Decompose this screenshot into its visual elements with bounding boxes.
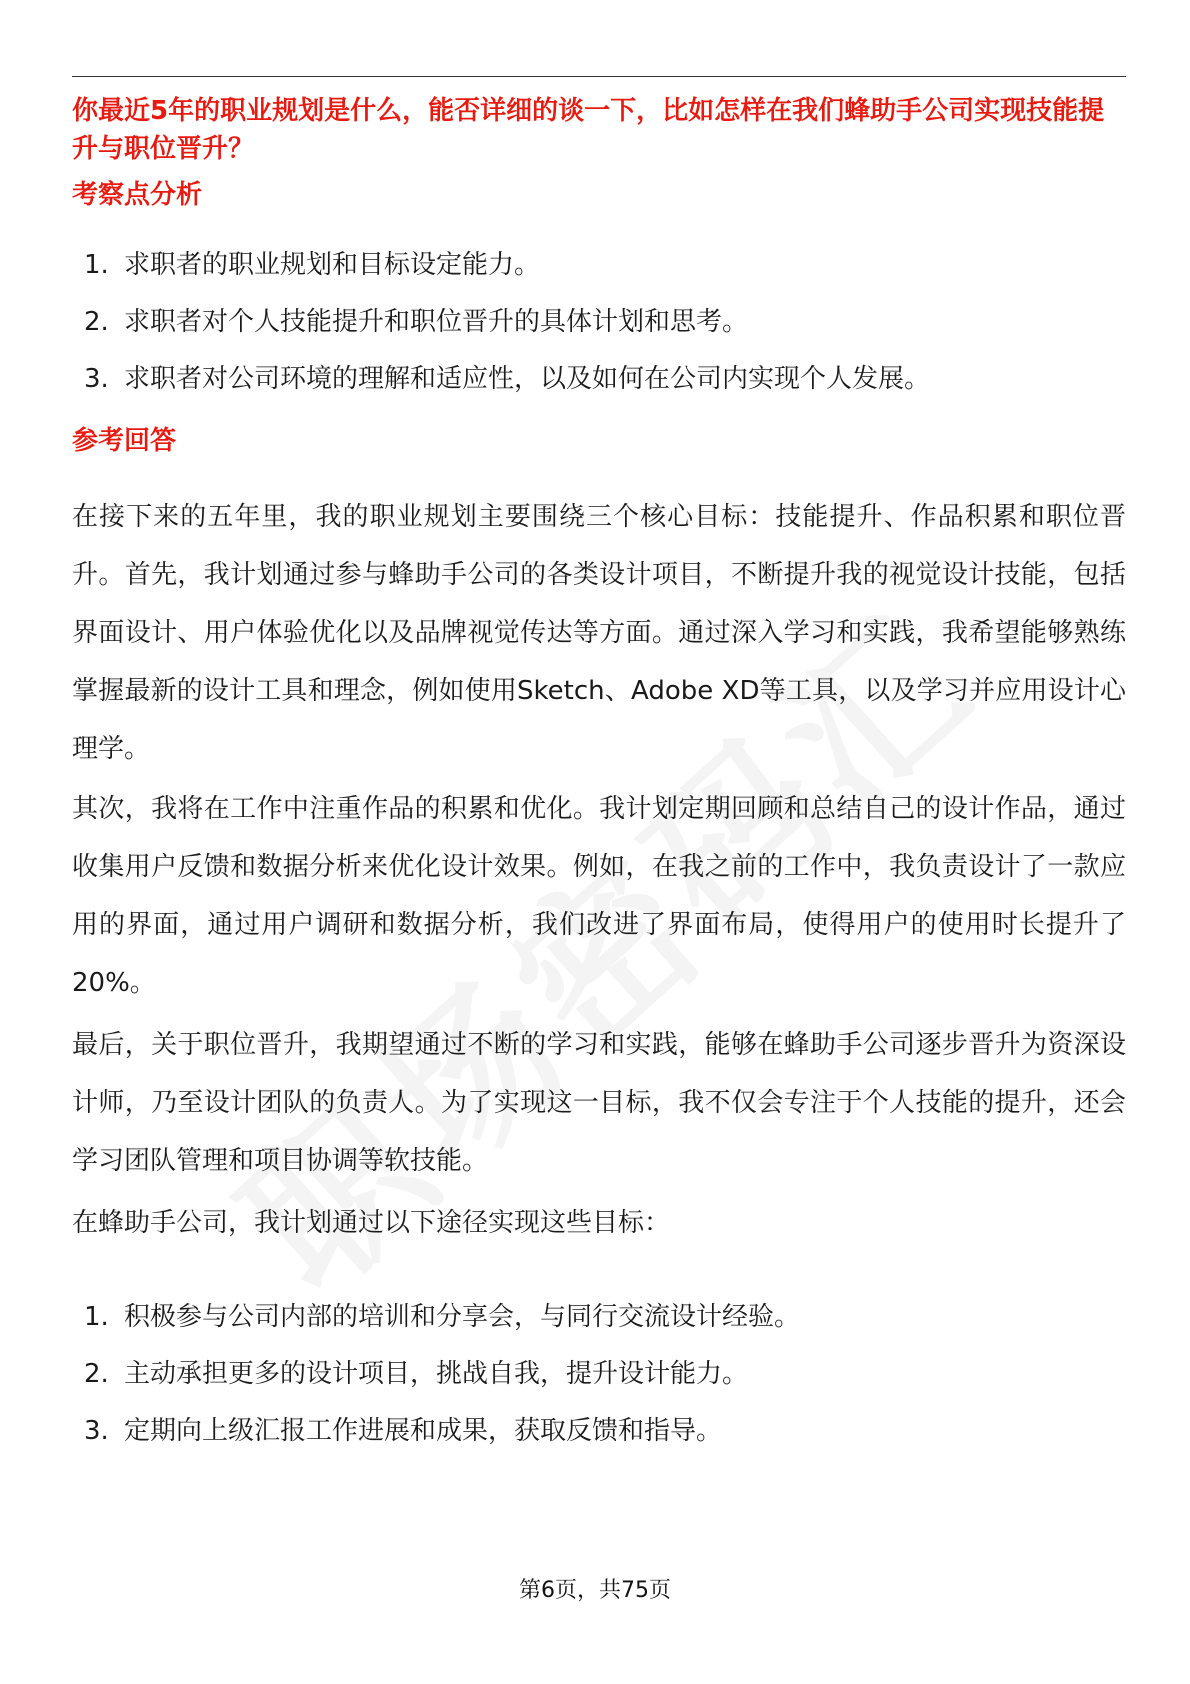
list-item-text: 积极参与公司内部的培训和分享会，与同行交流设计经验。 <box>124 1302 801 1332</box>
analysis-list <box>84 246 1124 417</box>
list-item-text: 求职者的职业规划和目标设定能力。 <box>124 250 541 280</box>
answer-heading: 参考回答 <box>72 426 177 456</box>
answer-paragraph-2: 其次，我将在工作中注重作品的积累和优化。我计划定期回顾和总结自己的设计作品，通过收集用户反馈和数据分析来优化设计效果。例如，在我之前的工作中，我负责设计了一款应用的界面，通过用户调研和数据分析，我们改进了界面布局，使得用户的使用时长提升了20%。 <box>72 794 1126 998</box>
list-number: 3. <box>84 364 109 394</box>
answer-paragraph-4: 在蜂助手公司，我计划通过以下途径实现这些目标： <box>72 1208 671 1238</box>
list-item <box>84 1412 1124 1469</box>
list-item-text: 主动承担更多的设计项目，挑战自我，提升设计能力。 <box>124 1359 749 1389</box>
list-item-text: 定期向上级汇报工作进展和成果，获取反馈和指导。 <box>124 1416 723 1446</box>
answer-paragraph-3: 最后，关于职位晋升，我期望通过不断的学习和实践，能够在蜂助手公司逐步晋升为资深设计师，乃至设计团队的负责人。为了实现这一目标，我不仅会专注于个人技能的提升，还会学习团队管理和项目协调等软技能。 <box>72 1030 1126 1176</box>
page-footer: 第6页，共75页 <box>519 1578 671 1603</box>
top-rule <box>72 76 1126 77</box>
list-number: 2. <box>84 1359 109 1389</box>
answer-list <box>84 1298 1124 1469</box>
answer-paragraph-1: 在接下来的五年里，我的职业规划主要围绕三个核心目标：技能提升、作品积累和职位晋升。首先，我计划通过参与蜂助手公司的各类设计项目，不断提升我的视觉设计技能，包括界面设计、用户体验优化以及品牌视觉传达等方面。通过深入学习和实践，我希望能够熟练掌握最新的设计工具和理念，例如使用Sketch、Adobe XD等工具，以及学习并应用设计心理学。 <box>72 502 1126 764</box>
list-item <box>84 303 1124 360</box>
list-item <box>84 1355 1124 1412</box>
list-item-text: 求职者对个人技能提升和职位晋升的具体计划和思考。 <box>124 307 749 337</box>
list-item <box>84 360 1124 417</box>
list-item <box>84 246 1124 303</box>
list-number: 3. <box>84 1416 109 1446</box>
list-number: 1. <box>84 1302 109 1332</box>
list-item <box>84 1298 1124 1355</box>
question-title: 你最近5年的职业规划是什么，能否详细的谈一下，比如怎样在我们蜂助手公司实现技能提升与职位晋升？ <box>72 96 1105 164</box>
list-number: 2. <box>84 307 109 337</box>
analysis-heading: 考察点分析 <box>72 180 203 210</box>
list-number: 1. <box>84 250 109 280</box>
list-item-text: 求职者对公司环境的理解和适应性，以及如何在公司内实现个人发展。 <box>124 364 931 394</box>
